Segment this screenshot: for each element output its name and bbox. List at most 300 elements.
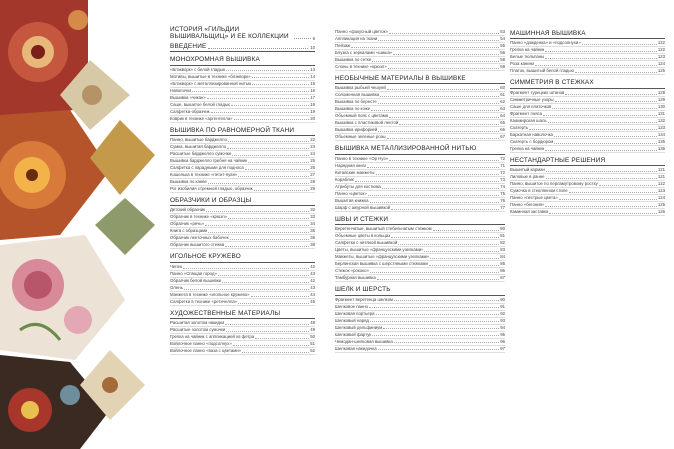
toc-entry [335, 134, 505, 141]
toc-entry [335, 177, 505, 184]
entry-title: Стежок «рококо» [335, 268, 369, 274]
toc-entry [510, 104, 665, 111]
leader-dots [371, 110, 499, 111]
toc-entry [335, 92, 505, 99]
entry-page-number: 124 [657, 195, 665, 201]
section-heading: ХУДОЖЕСТВЕННЫЕ МАТЕРИАЛЫ [170, 310, 315, 319]
leader-dots [391, 237, 499, 238]
entry-page-number: 33 [310, 214, 315, 220]
entry-title: Сумочка в стеклянном стиле [510, 188, 568, 194]
entry-title: Панно, вышитые барджелло [170, 137, 227, 143]
toc-entry [170, 102, 315, 109]
entry-page-number: 19 [310, 108, 315, 114]
entry-title: Цветы, вышитые «французскими узелками» [335, 247, 424, 253]
entry-page-number: 134 [657, 131, 665, 137]
entry-page-number: 121 [657, 167, 665, 173]
section-heading: ОБРАЗЧИКИ И ОБРАЗЦЫ [170, 197, 315, 206]
entry-page-number: 122 [657, 47, 665, 53]
leader-dots [382, 188, 499, 189]
entry-page-number: 65 [500, 120, 505, 126]
toc-entry [335, 268, 505, 275]
entry-page-number: 35 [310, 228, 315, 234]
leader-dots [207, 98, 309, 99]
leader-dots [549, 213, 656, 214]
toc-entry [170, 320, 315, 327]
toc-entry [170, 334, 315, 341]
toc-entry [335, 113, 505, 120]
entry-title: Фрагмент пояса [510, 110, 543, 116]
toc-entry [335, 332, 505, 339]
leader-dots [184, 289, 309, 290]
toc-entry [335, 191, 505, 198]
toc-entry [170, 285, 315, 292]
entry-title: Манжета в технике «игольное кружево» [170, 291, 250, 297]
entry-page-number: 62 [500, 99, 505, 105]
entry-title: Платок, вышитый белой гладью [510, 68, 574, 74]
entry-page-number: 122 [657, 40, 665, 46]
entry-title: Вышивка рыбьей чешуей [335, 85, 386, 91]
entry-title: Олень [170, 284, 183, 290]
leader-dots [252, 77, 310, 78]
toc-entry [335, 36, 505, 43]
toc-entry [335, 43, 505, 50]
toc-entry [335, 325, 505, 332]
chapter-page-number: 10 [310, 45, 315, 51]
toc-entry [510, 68, 665, 75]
section-heading: ВЫШИВКА ПО РАВНОМЕРНОЙ ТКАНИ [170, 127, 315, 136]
leader-dots [370, 272, 499, 273]
entry-title: Нарядная книга [335, 162, 367, 168]
entry-page-number: 82 [500, 240, 505, 246]
toc-entry [335, 170, 505, 177]
entry-page-number: 14 [310, 73, 315, 79]
entry-page-number: 76 [500, 197, 505, 203]
leader-dots [225, 324, 309, 325]
entry-title: Образчик «речь» [170, 221, 204, 227]
entry-title: Объемный пояс с цветами [335, 113, 389, 119]
toc-entry [170, 228, 315, 235]
entry-page-number: 133 [657, 124, 665, 130]
toc-entry [335, 184, 505, 191]
entry-title: Объемные цветы в кольцах [335, 233, 391, 239]
entry-page-number: 25 [310, 158, 315, 164]
toc-entry [510, 181, 665, 188]
entry-title: Бархатная наволочка [510, 131, 553, 137]
leader-dots [251, 296, 310, 297]
leader-dots [575, 72, 657, 73]
leader-dots [233, 345, 310, 346]
entry-page-number: 124 [657, 61, 665, 67]
entry-page-number: 83 [500, 247, 505, 253]
entry-page-number: 59 [500, 64, 505, 69]
section-heading: МОНОХРОМНАЯ ВЫШИВКА [170, 56, 315, 65]
leader-dots [399, 124, 499, 125]
toc-entry [335, 120, 505, 127]
entry-page-number: 32 [310, 207, 315, 213]
leader-dots [230, 239, 310, 240]
entry-page-number: 43 [310, 284, 315, 290]
toc-entry [335, 85, 505, 92]
toc-entry [335, 346, 505, 353]
entry-title: Вышивка с пластиковой лентой [335, 120, 399, 126]
toc-column-2 [335, 29, 505, 353]
leader-dots [429, 265, 499, 266]
leader-dots [545, 58, 657, 59]
toc-entry [170, 299, 315, 306]
entry-page-number: 71 [500, 162, 505, 168]
entry-title: Лиловые в ранне [510, 174, 545, 180]
leader-dots [393, 54, 499, 55]
entry-title: Панно, вышитое по перламутровому ростку [510, 181, 598, 187]
chapter-page-number: 6 [312, 35, 315, 41]
entry-page-number: 24 [310, 151, 315, 157]
toc-entry [170, 235, 315, 242]
leader-dots [378, 131, 499, 132]
entry-page-number: 94 [500, 324, 505, 330]
entry-title: Кораблик [335, 176, 354, 182]
leader-dots [569, 192, 657, 193]
leader-dots [430, 258, 499, 259]
entry-title: Роза канина [510, 61, 535, 67]
entry-page-number: 45 [310, 298, 315, 304]
toc-entry [510, 167, 665, 174]
toc-entry [335, 261, 505, 268]
entry-page-number: 132 [657, 117, 665, 123]
toc-entry [170, 292, 315, 299]
entry-title: Вышивка по сетке [335, 57, 372, 62]
toc-entry [170, 144, 315, 151]
toc-entry [170, 137, 315, 144]
entry-title: Наволочка [170, 87, 192, 93]
entry-page-number: 128 [657, 89, 665, 95]
leader-dots [391, 209, 499, 210]
entry-title: Кошелька в технике «петит-пуан» [170, 172, 238, 178]
toc-entry [170, 172, 315, 179]
toc-entry [335, 106, 505, 113]
leader-dots [552, 108, 657, 109]
entry-page-number: 91 [500, 303, 505, 309]
entry-page-number: 73 [500, 176, 505, 182]
entry-page-number: 60 [500, 85, 505, 91]
toc-entry [170, 88, 315, 95]
leader-dots [242, 352, 309, 353]
leader-dots [599, 185, 657, 186]
leader-dots [252, 84, 309, 85]
entry-title: Вышитый карман [510, 167, 545, 173]
entry-page-number: 67 [500, 134, 505, 140]
leader-dots [582, 44, 657, 45]
entry-title: Чемодан-шелковая вышивка [335, 338, 393, 344]
leader-dots [565, 94, 657, 95]
leader-dots [370, 202, 500, 203]
entry-title: Объемные зеленые розы [335, 134, 386, 140]
toc-entry [170, 116, 315, 123]
toc-entry [170, 221, 315, 228]
toc-entry [335, 318, 505, 325]
toc-entry [510, 125, 665, 132]
entry-page-number: 84 [500, 254, 505, 260]
entry-title: Берлинская вышивка с шерстяными стежками [335, 261, 428, 267]
leader-dots [378, 40, 499, 41]
entry-page-number: 123 [657, 188, 665, 194]
entry-title: Манжеты, вышитые «французскими узелками» [335, 254, 430, 260]
entry-page-number: 136 [657, 145, 665, 151]
entry-page-number: 125 [657, 68, 665, 74]
entry-page-number: 50 [310, 334, 315, 340]
section-heading: СИММЕТРИЯ В СТЕЖКАХ [510, 79, 665, 88]
entry-page-number: 85 [500, 261, 505, 267]
toc-entry [335, 127, 505, 134]
toc-entry [335, 50, 505, 57]
leader-dots [389, 117, 499, 118]
entry-title: Пейзаж [335, 43, 351, 48]
leader-dots [211, 112, 310, 113]
entry-page-number: 135 [657, 138, 665, 144]
toc-entry [170, 207, 315, 214]
entry-title: «Блэкворк» с металлизированной нитью [170, 80, 252, 86]
entry-title: Детский образчик [170, 207, 206, 213]
leader-dots [545, 150, 656, 151]
entry-title: Панно «пестрые цвета» [510, 195, 558, 201]
section-heading: НЕОБЫЧНЫЕ МАТЕРИАЛЫ В ВЫШИВКЕ [335, 75, 505, 84]
toc-entry [335, 339, 505, 346]
entry-page-number: 54 [500, 36, 505, 41]
entry-title: Скатерть с бордюром [510, 138, 554, 144]
entry-title: Коврик в технике «аргентелла» [170, 115, 233, 121]
toc-entry [335, 254, 505, 261]
leader-dots [535, 65, 656, 66]
leader-dots [398, 244, 499, 245]
toc-entry [510, 40, 665, 47]
entry-page-number: 123 [657, 54, 665, 60]
entry-page-number: 28 [310, 179, 315, 185]
entry-title: Блузка с зеркалами «шиша» [335, 50, 393, 55]
toc-entry [335, 247, 505, 254]
toc-entry [335, 240, 505, 247]
entry-page-number: 77 [500, 204, 505, 210]
toc-entry [170, 179, 315, 186]
toc-entry [170, 327, 315, 334]
toc-entry [335, 99, 505, 106]
leader-dots [372, 335, 499, 336]
entry-title: Китайские манжеты [335, 169, 375, 175]
entry-title: Вышивка ирифорией [335, 127, 378, 133]
toc-entry [170, 242, 315, 249]
entry-page-number: 80 [500, 226, 505, 232]
leader-dots [554, 136, 657, 137]
leader-dots [294, 38, 311, 39]
toc-entry [510, 146, 665, 153]
toc-entry [170, 341, 315, 348]
toc-entry [335, 57, 505, 64]
leader-dots [218, 275, 309, 276]
entry-page-number: 72 [500, 155, 505, 161]
section-heading: МАШИННАЯ ВЫШИВКА [510, 30, 665, 39]
toc-entry [335, 156, 505, 163]
section-heading: ИГОЛЬНОЕ КРУЖЕВО [170, 253, 315, 262]
entry-page-number: 13 [310, 66, 315, 72]
toc-entry [335, 29, 505, 36]
entry-title: Вышивка барджелло гребня на чайник [170, 158, 248, 164]
entry-title: Рог изобилия стремной гладью, образчик [170, 186, 253, 192]
leader-dots [388, 68, 500, 69]
toc-column-3 [510, 26, 665, 216]
leader-dots [376, 314, 500, 315]
toc-entry [170, 151, 315, 158]
entry-title: Каминная заставка [510, 209, 549, 215]
history-title-row [170, 26, 315, 41]
leader-dots [433, 230, 500, 231]
leader-dots [367, 167, 499, 168]
leader-dots [355, 181, 499, 182]
toc-entry [335, 233, 505, 240]
toc-entry [335, 275, 505, 282]
entry-page-number: 74 [500, 183, 505, 189]
entry-title: Атрибуты для костюма [335, 183, 381, 189]
toc-entry [510, 202, 665, 209]
toc-entry [510, 90, 665, 97]
toc-entry [510, 195, 665, 202]
leader-dots [208, 48, 308, 49]
entry-title: Белые тюльпаны [510, 54, 545, 60]
entry-title: Мотивы, вышитые в технике «блэкворк» [170, 73, 251, 79]
entry-page-number: 18 [310, 101, 315, 107]
chapter-title: ИСТОРИЯ «ГИЛЬДИИ ВЫШИВАЛЬЩИЦ» И ЕЕ КОЛЛЕКЦИИ [170, 26, 289, 41]
toc-entry [510, 174, 665, 181]
entry-title: Образчик ленточных бабочек [170, 235, 229, 241]
embroidery-photo-mosaic [0, 0, 155, 449]
leader-dots [394, 342, 499, 343]
toc-entry [170, 74, 315, 81]
entry-title: Скатерть [510, 124, 529, 130]
entry-page-number: 43 [310, 270, 315, 276]
introduction-title-row [170, 43, 315, 52]
leader-dots [378, 349, 500, 350]
entry-page-number: 34 [310, 221, 315, 227]
entry-title: Грелка на чайник [510, 47, 545, 53]
leader-dots [387, 89, 499, 90]
leader-dots [424, 251, 499, 252]
toc-entry [170, 81, 315, 88]
section-heading: ВЫШИВКА МЕТАЛЛИЗИРОВАННОЙ НИТЬЮ [335, 145, 505, 154]
leader-dots [227, 148, 309, 149]
leader-dots [222, 282, 309, 283]
entry-title: Шелковое панно [335, 303, 369, 309]
entry-page-number: 129 [657, 96, 665, 102]
entry-page-number: 126 [657, 209, 665, 215]
leader-dots [529, 129, 657, 130]
entry-title: Войлочное панно «подсолнух» [170, 341, 232, 347]
entry-title: Расшитые золотом сумочки [170, 327, 226, 333]
entry-page-number: 53 [500, 29, 505, 34]
toc-entry [510, 132, 665, 139]
leader-dots [545, 206, 656, 207]
toc-entry [170, 214, 315, 221]
leader-dots [205, 225, 309, 226]
toc-entry [170, 278, 315, 285]
entry-page-number: 22 [310, 137, 315, 143]
toc-entry [170, 165, 315, 172]
leader-dots [369, 307, 499, 308]
entry-title: Расшитые барджелло сумочки [170, 151, 232, 157]
entry-title: Шелковый дельфиниум [335, 324, 383, 330]
entry-page-number: 38 [310, 242, 315, 248]
entry-title: Панно «дожденка» и «подсолнухи» [510, 40, 581, 46]
entry-page-number: 55 [500, 43, 505, 48]
entry-page-number: 17 [310, 94, 315, 100]
toc-entry [335, 198, 505, 205]
entry-page-number: 51 [310, 341, 315, 347]
leader-dots [378, 103, 500, 104]
leader-dots [389, 160, 499, 161]
toc-entry [170, 186, 315, 193]
entry-page-number: 66 [500, 127, 505, 133]
leader-dots [368, 195, 500, 196]
leader-dots [546, 178, 657, 179]
leader-dots [208, 183, 309, 184]
toc-entry [170, 109, 315, 116]
entry-title: Салфетка с парадными для подноса [170, 165, 244, 171]
leader-dots [559, 199, 657, 200]
entry-title: Шелковая накидочка [335, 345, 377, 351]
entry-title: Панно «фокусный цветок» [335, 29, 388, 34]
entry-page-number: 81 [500, 233, 505, 239]
entry-page-number: 86 [500, 268, 505, 274]
entry-title: Кашмирская шаль [510, 117, 547, 123]
leader-dots [546, 171, 657, 172]
toc-entry [510, 139, 665, 146]
entry-title: Фрагмент турецких штанов [510, 89, 565, 95]
entry-title: Аппликация на ткани [335, 36, 378, 41]
toc-entry [510, 47, 665, 54]
leader-dots [228, 218, 309, 219]
entry-title: Веретенчатые, вышитый стебельчатым стежком [335, 226, 432, 232]
entry-title: Шарф с ажурной вышивкой [335, 204, 391, 210]
toc-entry [335, 226, 505, 233]
toc-entry [170, 348, 315, 355]
entry-page-number: 90 [500, 296, 505, 302]
leader-dots [554, 143, 657, 144]
entry-page-number: 87 [500, 275, 505, 281]
entry-page-number: 44 [310, 291, 315, 297]
leader-dots [226, 331, 309, 332]
entry-page-number: 92 [500, 310, 505, 316]
entry-title: Симметричные узоры [510, 96, 554, 102]
toc-entry [510, 61, 665, 68]
entry-title: Расшитая золотом накидка [170, 320, 225, 326]
toc-entry [335, 297, 505, 304]
entry-title: Грелка на чайник с аппликацией из фетра [170, 334, 255, 340]
entry-page-number: 52 [310, 348, 315, 354]
entry-page-number: 58 [500, 57, 505, 62]
leader-dots [192, 91, 309, 92]
entry-page-number: 121 [657, 174, 665, 180]
toc-entry [335, 311, 505, 318]
toc-entry [510, 111, 665, 118]
toc-entry [510, 209, 665, 216]
chapter-title: ВВЕДЕНИЕ [170, 42, 207, 50]
toc-entry [510, 97, 665, 104]
leader-dots [225, 246, 309, 247]
leader-dots [245, 169, 310, 170]
toc-entry [170, 264, 315, 271]
entry-title: Слоны в технике «крюэл» [335, 64, 387, 69]
leader-dots [231, 105, 309, 106]
entry-title: Образчик белой вышивки [170, 277, 222, 283]
entry-title: Саше для платочков [510, 103, 552, 109]
leader-dots [372, 61, 499, 62]
leader-dots [238, 303, 309, 304]
